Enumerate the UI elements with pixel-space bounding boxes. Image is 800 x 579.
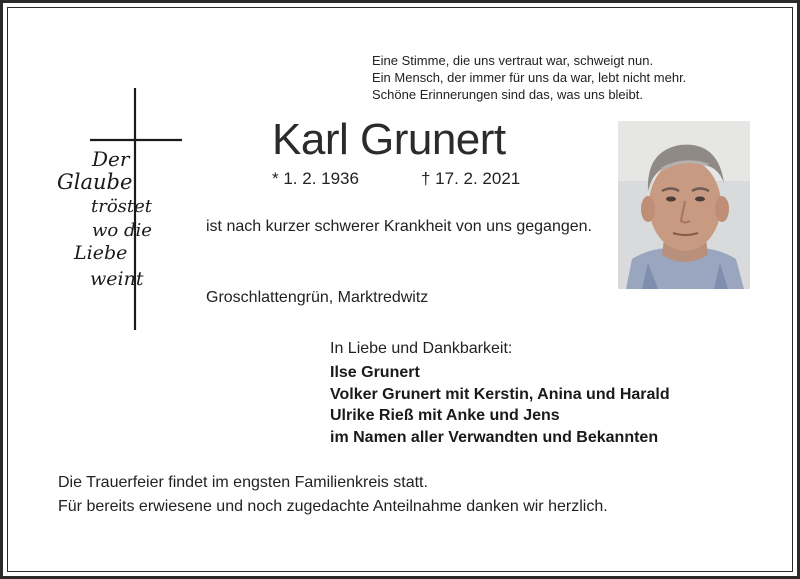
mourners-list <box>330 362 670 448</box>
footer-notice <box>58 471 608 519</box>
death-date: † 17. 2. 2021 <box>421 169 521 188</box>
deceased-name: Karl Grunert <box>272 115 506 164</box>
footer-line: Für bereits erwiesene und noch zugedachte Anteilnahme danken wir herzlich. <box>58 498 608 515</box>
poem-line: Schöne Erinnerungen sind das, was uns bleibt. <box>372 87 644 102</box>
poem-line: Eine Stimme, die uns vertraut war, schweigt nun. <box>372 53 654 68</box>
motto-word: Liebe <box>74 242 128 264</box>
mourner-entry: im Namen aller Verwandten und Bekannten <box>330 428 659 446</box>
motto-word: tröstet <box>91 196 153 217</box>
mourner-entry: Ilse Grunert <box>330 364 420 381</box>
mourner-entry: Volker Grunert mit Kerstin, Anina und Harald <box>330 385 670 403</box>
portrait-photo <box>618 121 750 289</box>
poem-line: Ein Mensch, der immer für uns da war, lebt nicht mehr. <box>372 70 687 85</box>
cross-illustration <box>52 88 202 338</box>
footer-line: Die Trauerfeier findet im engsten Familienkreis statt. <box>58 474 428 491</box>
places-text: Groschlattengrün, Marktredwitz <box>206 289 429 306</box>
thanks-heading: In Liebe und Dankbarkeit: <box>330 340 513 357</box>
motto-word: Der <box>92 147 130 171</box>
motto-word: weint <box>90 268 144 290</box>
motto-word: wo die <box>92 220 152 241</box>
announcement-text: ist nach kurzer schwerer Krankheit von uns gegangen. <box>206 218 592 235</box>
motto-word: Glaube <box>57 170 133 194</box>
birth-date: * 1. 2. 1936 <box>272 169 359 188</box>
mourner-entry: Ulrike Rieß mit Anke und Jens <box>330 407 560 424</box>
memorial-poem <box>372 52 686 103</box>
